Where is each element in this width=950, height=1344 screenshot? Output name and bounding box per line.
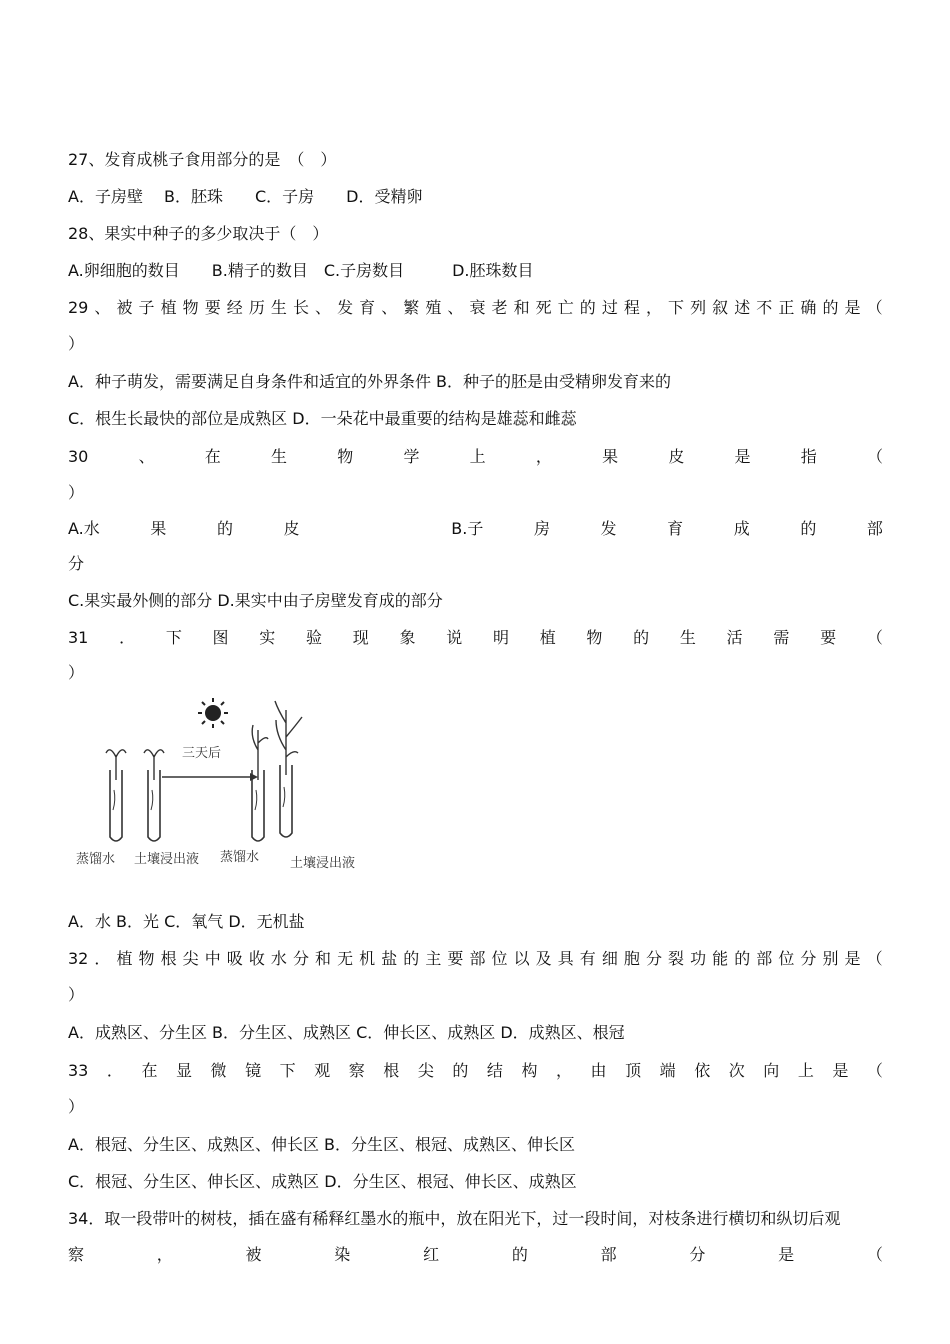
text-token: 是 [778,1245,795,1264]
text-token: （ [866,1061,883,1080]
q34-stem: 34．取一段带叶的树枝，插在盛有稀释红墨水的瓶中，放在阳光下，过一段时间，对枝条进行横切和纵切后观 [68,1209,841,1228]
text-token: 的 [734,949,751,968]
text-token: 中 [204,949,221,968]
text-token: 死 [535,298,552,317]
label-water-before: 蒸馏水 [76,852,116,867]
text-token: 和 [513,298,530,317]
q30-options-cd: C.果实最外侧的部分 D.果实中由子房壁发育成的部分 [68,591,443,610]
text-token: （ [866,1245,883,1264]
text-token: 需 [773,628,790,647]
text-token: 上 [469,447,486,466]
text-token: 成 [733,519,750,538]
text-token: 皮 [283,519,300,538]
text-token: 物 [337,447,354,466]
q30-stem [68,446,883,468]
test-tube-water-before [106,750,126,841]
text-token: 叙 [712,298,729,317]
text-token: 述 [734,298,751,317]
text-token: 观 [314,1061,331,1080]
text-token: 功 [690,949,707,968]
text-token: ， [556,1061,573,1080]
text-token: 和 [315,949,332,968]
text-token: ， [645,298,662,317]
text-token: 经 [226,298,243,317]
text-token: 正 [778,298,795,317]
text-token: 有 [579,949,596,968]
text-token: 要 [820,628,837,647]
text-token: 实 [259,628,276,647]
q29-stem [68,297,883,319]
text-token: 是 [734,447,751,466]
text-token: ， [535,447,552,466]
text-token: 说 [446,628,463,647]
text-token: 位 [491,949,508,968]
text-token: 31 [68,628,89,647]
text-token: 构 [521,1061,538,1080]
text-token: 具 [557,949,574,968]
text-token: 的 [452,1061,469,1080]
text-token: 物 [138,949,155,968]
text-token: （ [866,447,883,466]
text-token: 、 [94,298,111,317]
text-token: 、 [381,298,398,317]
text-token: 繁 [403,298,420,317]
text-token: 收 [248,949,265,968]
text-token: 下 [279,1061,296,1080]
text-token: （ [866,628,883,647]
text-token: 能 [712,949,729,968]
text-token: 活 [726,628,743,647]
text-token: 要 [204,298,221,317]
text-token: 子 [138,298,155,317]
arrow-icon [162,773,258,781]
text-token: 裂 [668,949,685,968]
text-token: 部 [600,1245,617,1264]
text-token: 顶 [625,1061,642,1080]
text-token: 是 [844,949,861,968]
text-token: 植 [160,298,177,317]
text-token: 细 [601,949,618,968]
text-token: 在 [141,1061,158,1080]
q32-stem [68,948,883,970]
q30-options-ab [68,518,883,540]
experiment-figure [70,695,380,880]
q34-stem-line2 [68,1244,883,1266]
text-token: 部 [866,519,883,538]
text-token: 根 [160,949,177,968]
text-token: 的 [216,519,233,538]
q33-options-cd: C．根冠、分生区、伸长区、成熟区 D．分生区、根冠、伸长区、成熟区 [68,1172,577,1191]
text-token: B.子 [451,519,484,538]
q28-stem: 28、果实中种子的多少取决于（ ） [68,224,329,243]
test-tube-water-after [252,725,268,841]
q33-options-ab: A．根冠、分生区、成熟区、伸长区 B．分生区、根冠、成熟区、伸长区 [68,1135,576,1154]
text-token: 被 [245,1245,262,1264]
text-token: 下 [668,298,685,317]
text-token: （ [866,298,883,317]
text-token: 水 [270,949,287,968]
text-token: 以 [513,949,530,968]
text-token: 察 [68,1245,85,1264]
text-token: 根 [383,1061,400,1080]
text-token: 皮 [668,447,685,466]
text-token: 及 [535,949,552,968]
text-token: 29 [68,298,89,317]
text-token: 是 [844,298,861,317]
text-token: 红 [423,1245,440,1264]
arrow-label: 三天后 [182,746,222,761]
q30-stem-tail: ） [68,483,85,502]
text-token: 向 [763,1061,780,1080]
text-token: 别 [822,949,839,968]
q27-stem: 27、发育成桃子食用部分的是 （ ） [68,150,337,169]
text-token: 机 [359,949,376,968]
q31-stem-tail: ） [68,663,85,682]
text-token: 要 [447,949,464,968]
text-token: 不 [756,298,773,317]
text-token: 图 [212,628,229,647]
text-token: 主 [425,949,442,968]
text-token: 分 [645,949,662,968]
test-tube-soil-before [144,750,164,841]
text-token: 的 [822,298,839,317]
text-token: 老 [491,298,508,317]
text-token: 尖 [182,949,199,968]
text-token: 上 [797,1061,814,1080]
text-token: 明 [492,628,509,647]
text-token: 育 [359,298,376,317]
text-token: 历 [248,298,265,317]
text-token: ． [106,1061,123,1080]
text-token: A.水 [68,519,100,538]
label-soil-before: 土壤浸出液 [134,852,200,867]
test-tube-soil-after [275,701,302,837]
text-token: 吸 [226,949,243,968]
label-water-after: 蒸馏水 [220,850,260,865]
text-token: 育 [667,519,684,538]
text-token: 、 [138,447,155,466]
text-token: ． [94,949,111,968]
text-token: 果 [150,519,167,538]
q30-options-ab-tail: 分 [68,554,85,573]
text-token: ， [156,1245,173,1264]
text-token: 、 [315,298,332,317]
text-token: 显 [175,1061,192,1080]
text-token: 植 [116,949,133,968]
text-token: 尖 [417,1061,434,1080]
text-token: 盐 [381,949,398,968]
text-token: 亡 [557,298,574,317]
text-token: 的 [579,298,596,317]
q29-options-ab: A．种子萌发，需要满足自身条件和适宜的外界条件 B．种子的胚是由受精卵发育来的 [68,372,672,391]
text-token: 生 [271,447,288,466]
label-soil-after: 土壤浸出液 [290,856,356,871]
text-token: 分 [689,1245,706,1264]
text-token: 果 [602,447,619,466]
text-token: 现 [352,628,369,647]
q31-options: A．水 B．光 C．氧气 D．无机盐 [68,912,305,931]
q29-options-cd: C．根生长最快的部位是成熟区 D．一朵花中最重要的结构是雄蕊和雌蕊 [68,409,577,428]
text-token: 、 [447,298,464,317]
text-token: 过 [601,298,618,317]
text-token: 在 [204,447,221,466]
text-token: 由 [590,1061,607,1080]
text-token: 部 [469,949,486,968]
text-token: 33 [68,1061,89,1080]
q32-stem-tail: ） [68,985,85,1004]
text-token: 端 [659,1061,676,1080]
text-token: 发 [600,519,617,538]
text-token: 分 [292,949,309,968]
text-token: 房 [533,519,550,538]
text-token: 结 [486,1061,503,1080]
text-token: 染 [334,1245,351,1264]
text-token: 象 [399,628,416,647]
text-token: 的 [511,1245,528,1264]
text-token: 指 [800,447,817,466]
q32-options: A．成熟区、分生区 B．分生区、成熟区 C．伸长区、成熟区 D．成熟区、根冠 [68,1023,625,1042]
text-token: 程 [623,298,640,317]
text-token: 的 [403,949,420,968]
text-token: 的 [633,628,650,647]
text-token: 依 [694,1061,711,1080]
text-token: 学 [403,447,420,466]
text-token: 衰 [469,298,486,317]
experiment-diagram [70,695,380,880]
q29-stem-tail: ） [68,334,85,353]
text-token: （ [866,949,883,968]
q28-options: A.卵细胞的数目 B.精子的数目 C.子房数目 D.胚珠数目 [68,261,534,280]
text-token: ． [119,628,136,647]
text-token: 镜 [245,1061,262,1080]
text-token: 是 [832,1061,849,1080]
text-token: 生 [679,628,696,647]
text-token: 被 [116,298,133,317]
text-token: 30 [68,447,89,466]
text-token: 长 [292,298,309,317]
text-token: 察 [348,1061,365,1080]
text-token: 确 [800,298,817,317]
text-token: 殖 [425,298,442,317]
text-token: 无 [337,949,354,968]
text-token: 物 [586,628,603,647]
text-token: 位 [778,949,795,968]
text-token: 分 [800,949,817,968]
text-token: 生 [270,298,287,317]
text-token: 验 [306,628,323,647]
text-token: 胞 [623,949,640,968]
text-token: 的 [800,519,817,538]
q27-options: A．子房壁 B．胚珠 C．子房 D．受精卵 [68,187,423,206]
q33-stem-tail: ） [68,1097,85,1116]
q31-stem [68,627,883,649]
text-token: 下 [165,628,182,647]
q33-stem [68,1060,883,1082]
text-token: 物 [182,298,199,317]
text-token: 微 [210,1061,227,1080]
text-token: 发 [337,298,354,317]
text-token: 部 [756,949,773,968]
text-token: 列 [690,298,707,317]
text-token: 32 [68,949,89,968]
text-token: 次 [728,1061,745,1080]
sun-icon [198,698,228,728]
text-token: 植 [539,628,556,647]
